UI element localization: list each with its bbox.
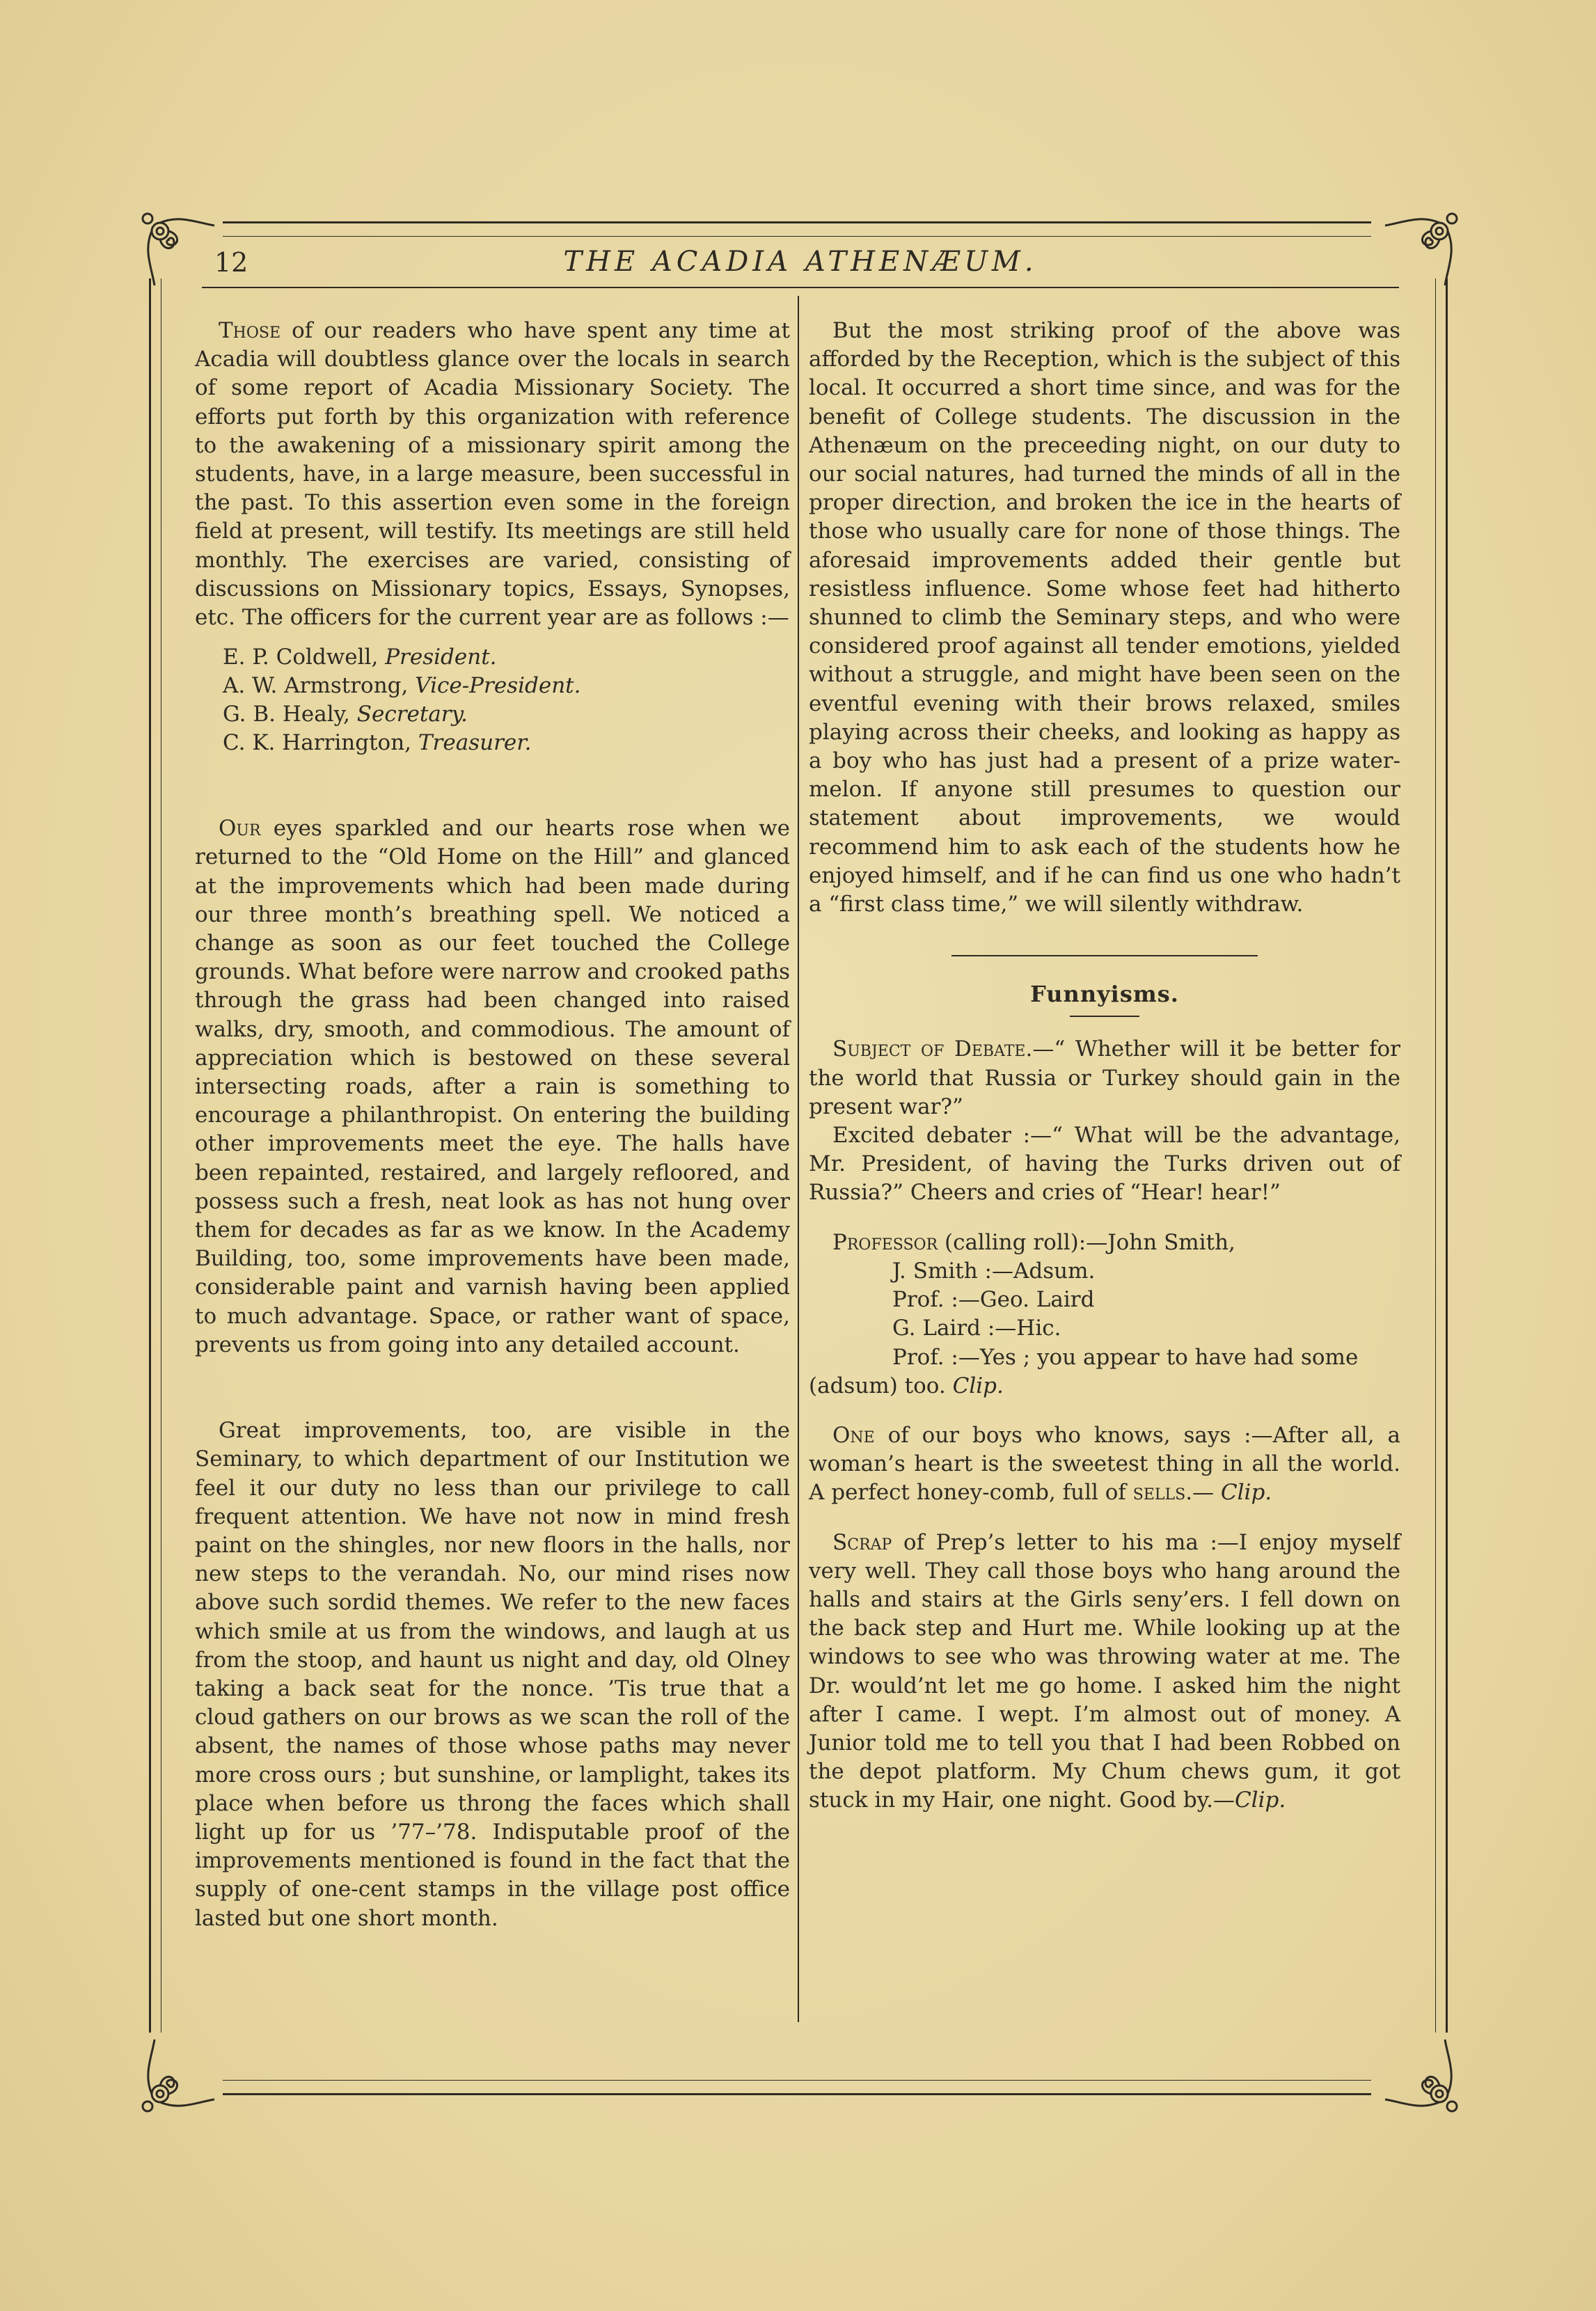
spacer	[809, 1208, 1400, 1229]
officer-name: C. K. Harrington,	[223, 730, 412, 756]
paragraph-text: (calling roll):—John Smith,	[938, 1229, 1235, 1255]
left-border-rule	[149, 278, 161, 2033]
officer-role: Secretary.	[356, 702, 468, 727]
missionary-society-paragraph	[195, 317, 790, 632]
officer-role: Vice-President.	[415, 673, 581, 699]
paragraph-lead: Professor	[832, 1229, 938, 1255]
clip-credit: Clip.	[1220, 1480, 1272, 1506]
roll-call-paragraph	[809, 1229, 1400, 1257]
sells-word: sells	[1132, 1480, 1186, 1506]
column-divider	[798, 296, 799, 2022]
reception-paragraph: But the most striking proof of the above was afforded by the Reception, which is the subject of this local. It occurred a short time since, and was for the benefit of College students. The discussion in the Athenæum on the preceeding night, on our duty to our social natures, had turned the minds of all in the proper direction, and broken the ice in the hearts of those who usually care for none of those things. The aforesaid improvements added their gentle but resistless influence. Some whose feet had hitherto shunned to climb the Seminary steps, and who were considered proof against all tender emotions, yielded without a struggle, and might have been seen on the eventful evening with their brows relaxed, smiles playing across their cheeks, and looking as happy as a boy who has just had a present of a prize water-melon. If anyone still presumes to question our statement about improvements, we would recommend him to ask each of the students how he enjoyed himself, and if he can find us one who hadn’t a “first class time,” we will silently withdraw.	[809, 318, 1400, 917]
officer-name: G. B. Healy,	[223, 702, 350, 727]
spacer	[195, 1359, 790, 1417]
officer-entry	[223, 729, 790, 757]
officer-entry	[223, 672, 790, 700]
officer-role: President.	[385, 645, 497, 670]
officer-entry	[223, 700, 790, 729]
debater-paragraph: Excited debater :—“ What will be the advantage, Mr. President, of having the Turks driven out of Russia?” Cheers and cries of “Hear! hear!”	[809, 1123, 1400, 1206]
paragraph-text: of Prep’s letter to his ma :—I enjoy myself very well. They call those boys who hang around the halls and stairs at the Girls seny’ers. I fell down on the back step and Hurt me. While looking up at the windows to see who was throwing water at me. The Dr. would’nt let me go home. I asked him the night after I came. I wept. I’m almost out of money. A Junior told me to tell you that I had been Robbed on the depot platform. My Chum chews gum, it got stuck in my Hair, one night. Good by.—	[809, 1529, 1400, 1813]
spacer	[809, 1401, 1400, 1421]
seminary-paragraph: Great improvements, too, are visible in the Seminary, to which department of our Institution we feel it our duty no less than our privilege to call frequent attention. We have not now in mind fresh paint on the shingles, nor new floors in the halls, nor new steps to the verandah. No, our mind rises now above such sordid themes. We refer to the new faces which smile at us from the windows, and laugh at us from the stoop, and haunt us night and day, old Olney taking a back seat for the nonce. ’Tis true that a cloud gathers on our brows as we scan the roll of the absent, the names of those whose paths may never more cross ours ; but sunshine, or lamplight, takes its place when before us throng the faces which shall light up for us ’77–’78. Indisputable proof of the improvements mentioned is found in the fact that the supply of one-cent stamps in the village post office lasted but one short month.	[195, 1418, 790, 1931]
paragraph-text: of our readers who have spent any time at Acadia will doubtless glance over the locals in search of some report of Acadia Missionary Society. The efforts put forth by this organization with reference to the awakening of a missionary spirit among the students, have, in a large measure, been successful in the past. To this assertion even some in the foreign field at present, will testify. Its meetings are still held monthly. The exercises are varied, consisting of discussions on Missionary topics, Essays, Synopses, etc. The officers for the current year are as follows :—	[195, 318, 790, 631]
roll-call-line: G. Laird :—Hic.	[892, 1316, 1061, 1341]
bottom-border-rule	[223, 2080, 1371, 2095]
debate-paragraph	[809, 1035, 1400, 1121]
top-border-rule	[223, 221, 1371, 237]
improvements-paragraph	[195, 814, 790, 1359]
left-column	[195, 317, 790, 1933]
paragraph-lead: One	[832, 1422, 875, 1448]
officer-role: Treasurer.	[418, 730, 532, 756]
clip-credit: Clip.	[952, 1373, 1004, 1398]
officer-entry	[223, 643, 790, 672]
paragraph-text: (adsum) too.	[809, 1373, 946, 1398]
page-number: 12	[214, 247, 248, 278]
paragraph-lead: Scrap	[832, 1529, 892, 1555]
paragraph-text: of our boys who knows, says :—After all, a woman’s heart is the sweetest thing in all the world. A perfect honey-comb, full of	[809, 1422, 1400, 1506]
running-title: THE ACADIA ATHENÆUM.	[563, 246, 1038, 278]
boys-paragraph	[809, 1421, 1400, 1508]
header-rule	[202, 287, 1399, 288]
title-underline	[1070, 1016, 1139, 1017]
officers-list	[223, 643, 790, 757]
paragraph-text: .—	[1185, 1480, 1215, 1506]
paragraph-text: —“ Whether will it be better for the world that Russia or Turkey should gain in the present war?”	[809, 1036, 1400, 1119]
spacer	[809, 919, 1400, 955]
right-column	[809, 317, 1400, 1815]
section-title: Funnyisms.	[1030, 981, 1179, 1008]
clip-credit: Clip.	[1234, 1788, 1286, 1813]
spacer	[809, 1508, 1400, 1529]
spacer	[195, 757, 790, 814]
scrap-paragraph	[809, 1529, 1400, 1815]
roll-call-line: J. Smith :—Adsum.	[892, 1258, 1096, 1284]
officer-name: A. W. Armstrong,	[223, 673, 409, 699]
paragraph-text: eyes sparkled and our hearts rose when we returned to the “Old Home on the Hill” and glanced at the improvements which had been made during our three month’s breathing spell. We noticed a change as soon as our feet touched the College grounds. What before were narrow and crooked paths through the grass had been changed into raised walks, dry, smooth, and commodious. The amount of appreciation which is bestowed on these several intersecting roads, after a rain is something to encourage a philanthropist. On entering the building other improvements meet the eye. The halls have been repainted, restaired, and largely refloored, and possess such a fresh, neat look as has not hung over them for decades as far as we know. In the Academy Building, too, some improvements have been made, considerable paint and varnish having been applied to much advantage. Space, or rather want of space, prevents us from going into any detailed account.	[195, 816, 790, 1357]
roll-call-end	[809, 1372, 1400, 1401]
page-header	[202, 240, 1399, 282]
roll-call-line: Prof. :—Geo. Laird	[892, 1287, 1095, 1313]
paragraph-lead: Subject of Debate.	[832, 1036, 1033, 1062]
officer-name: E. P. Coldwell,	[223, 645, 379, 670]
roll-call-line: Prof. :—Yes ; you appear to have had some	[892, 1344, 1359, 1370]
corner-scroll-ornament-icon	[131, 2033, 221, 2123]
right-border-rule	[1435, 278, 1448, 2033]
paragraph-lead: Our	[219, 816, 261, 842]
funnyisms-section	[809, 1035, 1400, 1815]
corner-scroll-ornament-icon	[1378, 2033, 1469, 2123]
section-divider	[951, 955, 1258, 956]
paragraph-lead: Those	[219, 318, 281, 343]
